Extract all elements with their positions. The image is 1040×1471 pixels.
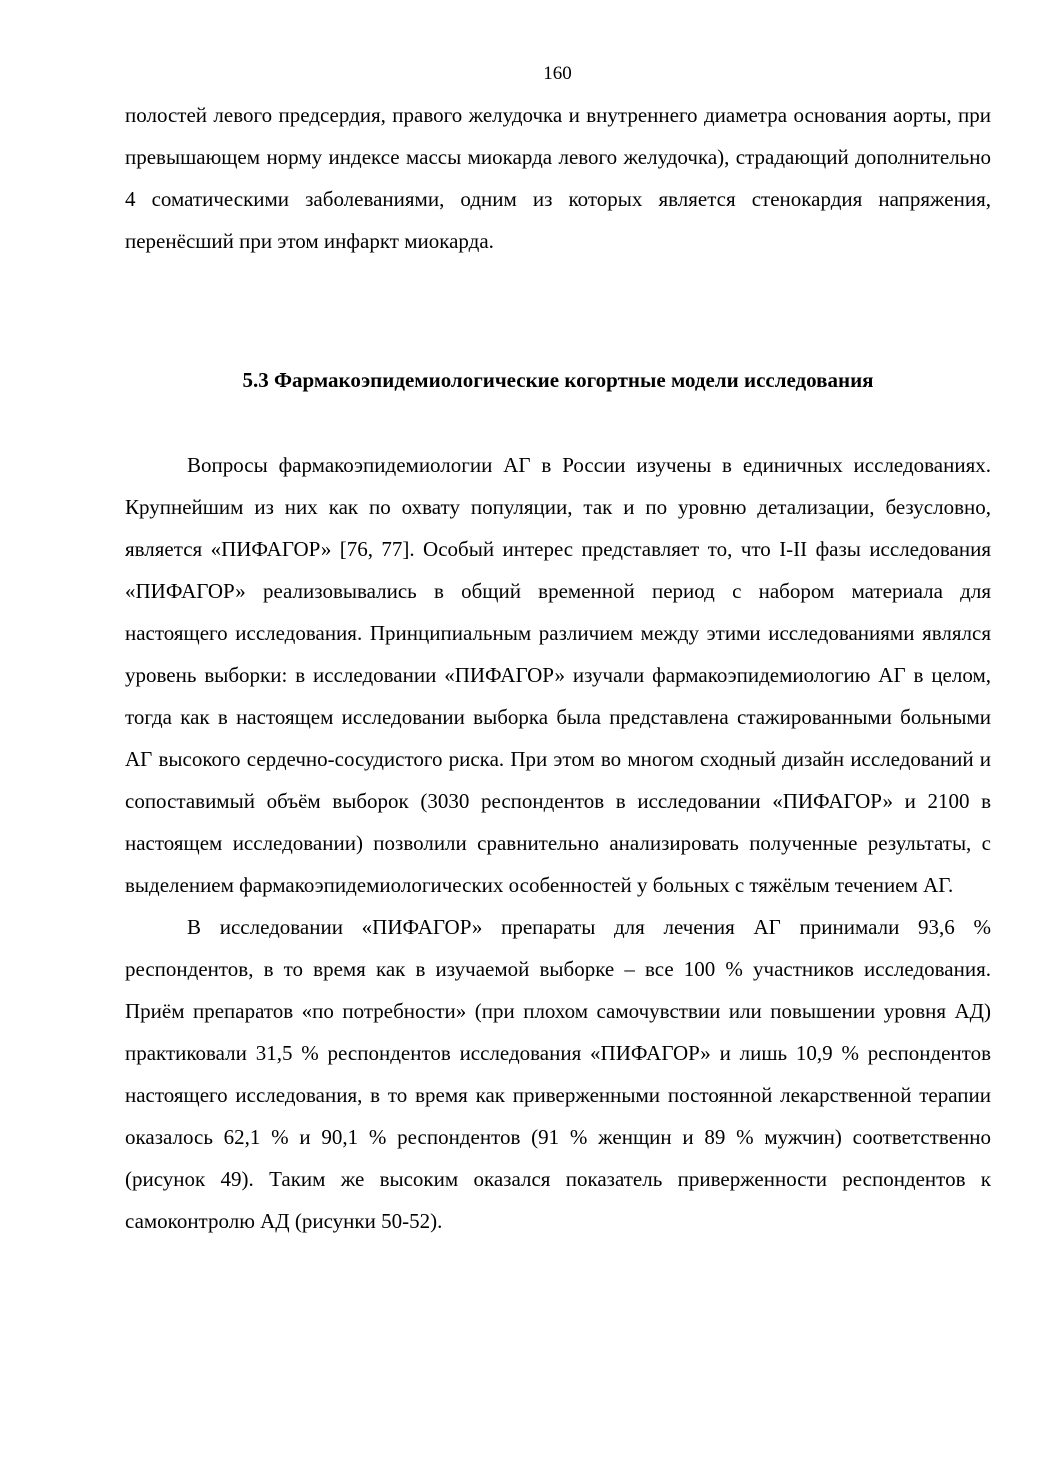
continued-paragraph-block: [125, 94, 991, 262]
section-heading: 5.3 Фармакоэпидемиологические когортные модели исследования: [242, 368, 874, 392]
page-number: 160: [543, 63, 572, 84]
body-paragraph-2: В исследовании «ПИФАГОР» препараты для лечения АГ принимали 93,6 % респондентов, в то время как в изучаемой выборке – все 100 % участников исследования. Приём препаратов «по потребности» (при плохом самочувствии или повышении уровня АД) практиковали 31,5 % респондентов исследования «ПИФАГОР» и лишь 10,9 % респондентов настоящего исследования, в то время как приверженными постоянной лекарственной терапии оказалось 62,1 % и 90,1 % респондентов (91 % женщин и 89 % мужчин) соответственно (рисунок 49). Таким же высоким оказался показатель приверженности респондентов к самоконтролю АД (рисунки 50-52).: [125, 915, 991, 1233]
section-body: [125, 444, 991, 1242]
continued-paragraph: полостей левого предсердия, правого желудочка и внутреннего диаметра основания аорты, при превышающем норму индексе массы миокарда левого желудочка), страдающий дополнительно 4 соматическими заболеваниями, одним из которых является стенокардия напряжения, перенёсший при этом инфаркт миокарда.: [125, 103, 991, 253]
body-paragraph-1: Вопросы фармакоэпидемиологии АГ в России изучены в единичных исследованиях. Крупнейшим из них как по охвату популяции, так и по уровню детализации, безусловно, является «ПИФАГОР» [76, 77]. Особый интерес представляет то, что I-II фазы исследования «ПИФАГОР» реализовывались в общий временной период с набором материала для настоящего исследования. Принципиальным различием между этими исследованиями являлся уровень выборки: в исследовании «ПИФАГОР» изучали фармакоэпидемиологию АГ в целом, тогда как в настоящем исследовании выборка была представлена стажированными больными АГ высокого сердечно-сосудистого риска. При этом во многом сходный дизайн исследований и сопоставимый объём выборок (3030 респондентов в исследовании «ПИФАГОР» и 2100 в настоящем исследовании) позволили сравнительно анализировать полученные результаты, с выделением фармакоэпидемиологических особенностей у больных с тяжёлым течением АГ.: [125, 453, 991, 897]
